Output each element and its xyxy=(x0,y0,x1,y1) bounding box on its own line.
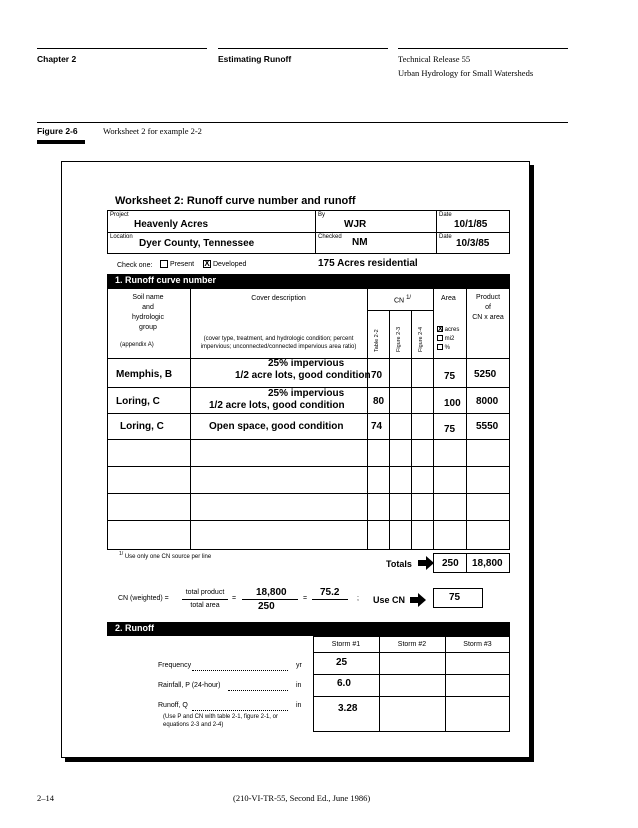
date1-label: Date xyxy=(439,212,452,218)
date2-value: 10/3/85 xyxy=(456,238,490,249)
col-fig24: Figure 2-4 xyxy=(418,326,424,352)
frac-den-label: total area xyxy=(190,602,220,609)
runoff-note1: (Use P and CN with table 2-1, figure 2-1, or xyxy=(163,714,278,720)
arrow-right-icon-2 xyxy=(410,593,426,612)
equals-2: = xyxy=(303,595,308,602)
col-cover-note2: impervious; unconnected/connected impervious area ratio) xyxy=(200,344,357,350)
checked-label: Checked xyxy=(318,234,342,240)
rainfall-unit: in xyxy=(296,682,302,689)
project-value: Heavenly Acres xyxy=(134,219,209,230)
semicolon: ; xyxy=(357,595,359,602)
row1-cover1: 25% impervious xyxy=(268,358,345,369)
developed-label: Developed xyxy=(212,260,247,268)
location-label: Location xyxy=(110,234,133,240)
total-area: 250 xyxy=(442,558,459,569)
figure-label-underline xyxy=(37,140,85,144)
release-subtitle: Urban Hydrology for Small Watersheds xyxy=(398,68,534,78)
arrow-right-icon xyxy=(418,556,434,575)
worksheet-title: Worksheet 2: Runoff curve number and runoff xyxy=(115,195,356,207)
date2-label: Date xyxy=(439,234,452,240)
section1-title: 1. Runoff curve number xyxy=(107,274,510,288)
unit-pct-checkbox[interactable] xyxy=(437,344,443,350)
col-soil-header: Soil name and hydrologic group xyxy=(132,294,164,331)
col-cover-note1: (cover type, treatment, and hydrologic condition; percent xyxy=(203,336,354,342)
total-product: 18,800 xyxy=(472,558,503,569)
runoff-label: Runoff, Q xyxy=(158,702,188,709)
by-label: By xyxy=(318,212,326,218)
section-label: Estimating Runoff xyxy=(218,54,292,64)
use-cn-value: 75 xyxy=(449,592,461,603)
row3-soil: Loring, C xyxy=(120,421,164,432)
row2-soil: Loring, C xyxy=(116,396,160,407)
col-table22: Table 2-2 xyxy=(374,329,380,352)
figure-caption: Worksheet 2 for example 2-2 xyxy=(103,126,202,136)
col-soil-note: (appendix A) xyxy=(120,342,154,348)
col-cn-header: CN $^{1/}$ xyxy=(394,295,412,305)
frequency-storm1: 25 xyxy=(336,657,348,668)
chapter-label: Chapter 2 xyxy=(37,54,77,64)
col-fig23: Figure 2-3 xyxy=(396,326,402,352)
storm3-header: Storm #3 xyxy=(463,641,492,648)
row1-cn: 70 xyxy=(371,370,383,381)
figure-label: Figure 2-6 xyxy=(37,126,78,136)
runoff-note2: equations 2-3 and 2-4) xyxy=(163,722,224,728)
runoff-storm1: 3.28 xyxy=(338,703,358,714)
rainfall-storm1: 6.0 xyxy=(337,678,351,689)
area-units: X acres mi2 % xyxy=(438,326,460,351)
col-area-header: Area xyxy=(441,295,456,302)
frequency-label: Frequency xyxy=(158,662,192,669)
cn-weighted-label: CN (weighted) = xyxy=(118,595,169,602)
rainfall-label: Rainfall, P (24-hour) xyxy=(158,682,221,689)
unit-mi2-checkbox[interactable] xyxy=(437,335,443,341)
storm2-header: Storm #2 xyxy=(397,641,427,648)
totals-label: Totals xyxy=(386,559,412,569)
frequency-unit: yr xyxy=(296,662,302,669)
row1-area: 75 xyxy=(444,371,456,382)
check-one-label: Check one: xyxy=(117,262,153,269)
row2-cover2: 1/2 acre lots, good condition xyxy=(209,400,345,411)
row3-cn: 74 xyxy=(371,421,383,432)
row3-area: 75 xyxy=(444,424,456,435)
equals-1: = xyxy=(232,595,237,602)
location-value: Dyer County, Tennessee xyxy=(139,238,255,249)
row2-area: 100 xyxy=(444,398,461,409)
use-cn-label: Use CN xyxy=(373,595,406,605)
release-label: Technical Release 55 xyxy=(398,54,471,64)
row2-cn: 80 xyxy=(373,396,385,407)
col-product-header: Product of CN x area xyxy=(472,294,504,321)
row1-soil: Memphis, B xyxy=(116,369,173,380)
runoff-unit: in xyxy=(296,702,302,709)
date1-value: 10/1/85 xyxy=(454,219,488,230)
frac-den-value: 250 xyxy=(258,601,275,612)
frac-num-value: 18,800 xyxy=(256,587,287,598)
present-label: Present xyxy=(169,260,195,268)
cn-footnote: $^{1/}$ Use only one CN source per line xyxy=(119,551,212,560)
col-cover-header: Cover description xyxy=(251,295,306,302)
project-label: Project xyxy=(110,212,129,218)
site-note: 175 Acres residential xyxy=(318,258,418,269)
section2-title: 2. Runoff xyxy=(107,622,510,636)
row2-cover1: 25% impervious xyxy=(268,388,345,399)
frac-num-label: total product xyxy=(185,589,225,596)
unit-acres-checkbox[interactable]: X xyxy=(438,326,443,334)
row3-product: 5550 xyxy=(476,421,499,432)
row2-product: 8000 xyxy=(476,396,499,407)
page-number: 2–14 xyxy=(37,793,54,803)
edition-note: (210-VI-TR-55, Second Ed., June 1986) xyxy=(233,793,371,803)
developed-checkbox[interactable]: X xyxy=(204,259,210,268)
row1-product: 5250 xyxy=(474,369,497,380)
checked-value: NM xyxy=(352,237,368,248)
by-value: WJR xyxy=(344,219,367,230)
result-value: 75.2 xyxy=(320,587,340,598)
storm1-header: Storm #1 xyxy=(331,641,361,648)
row1-cover2: 1/2 acre lots, good condition xyxy=(235,370,371,381)
row3-cover2: Open space, good condition xyxy=(209,421,344,432)
present-checkbox[interactable] xyxy=(160,260,168,268)
